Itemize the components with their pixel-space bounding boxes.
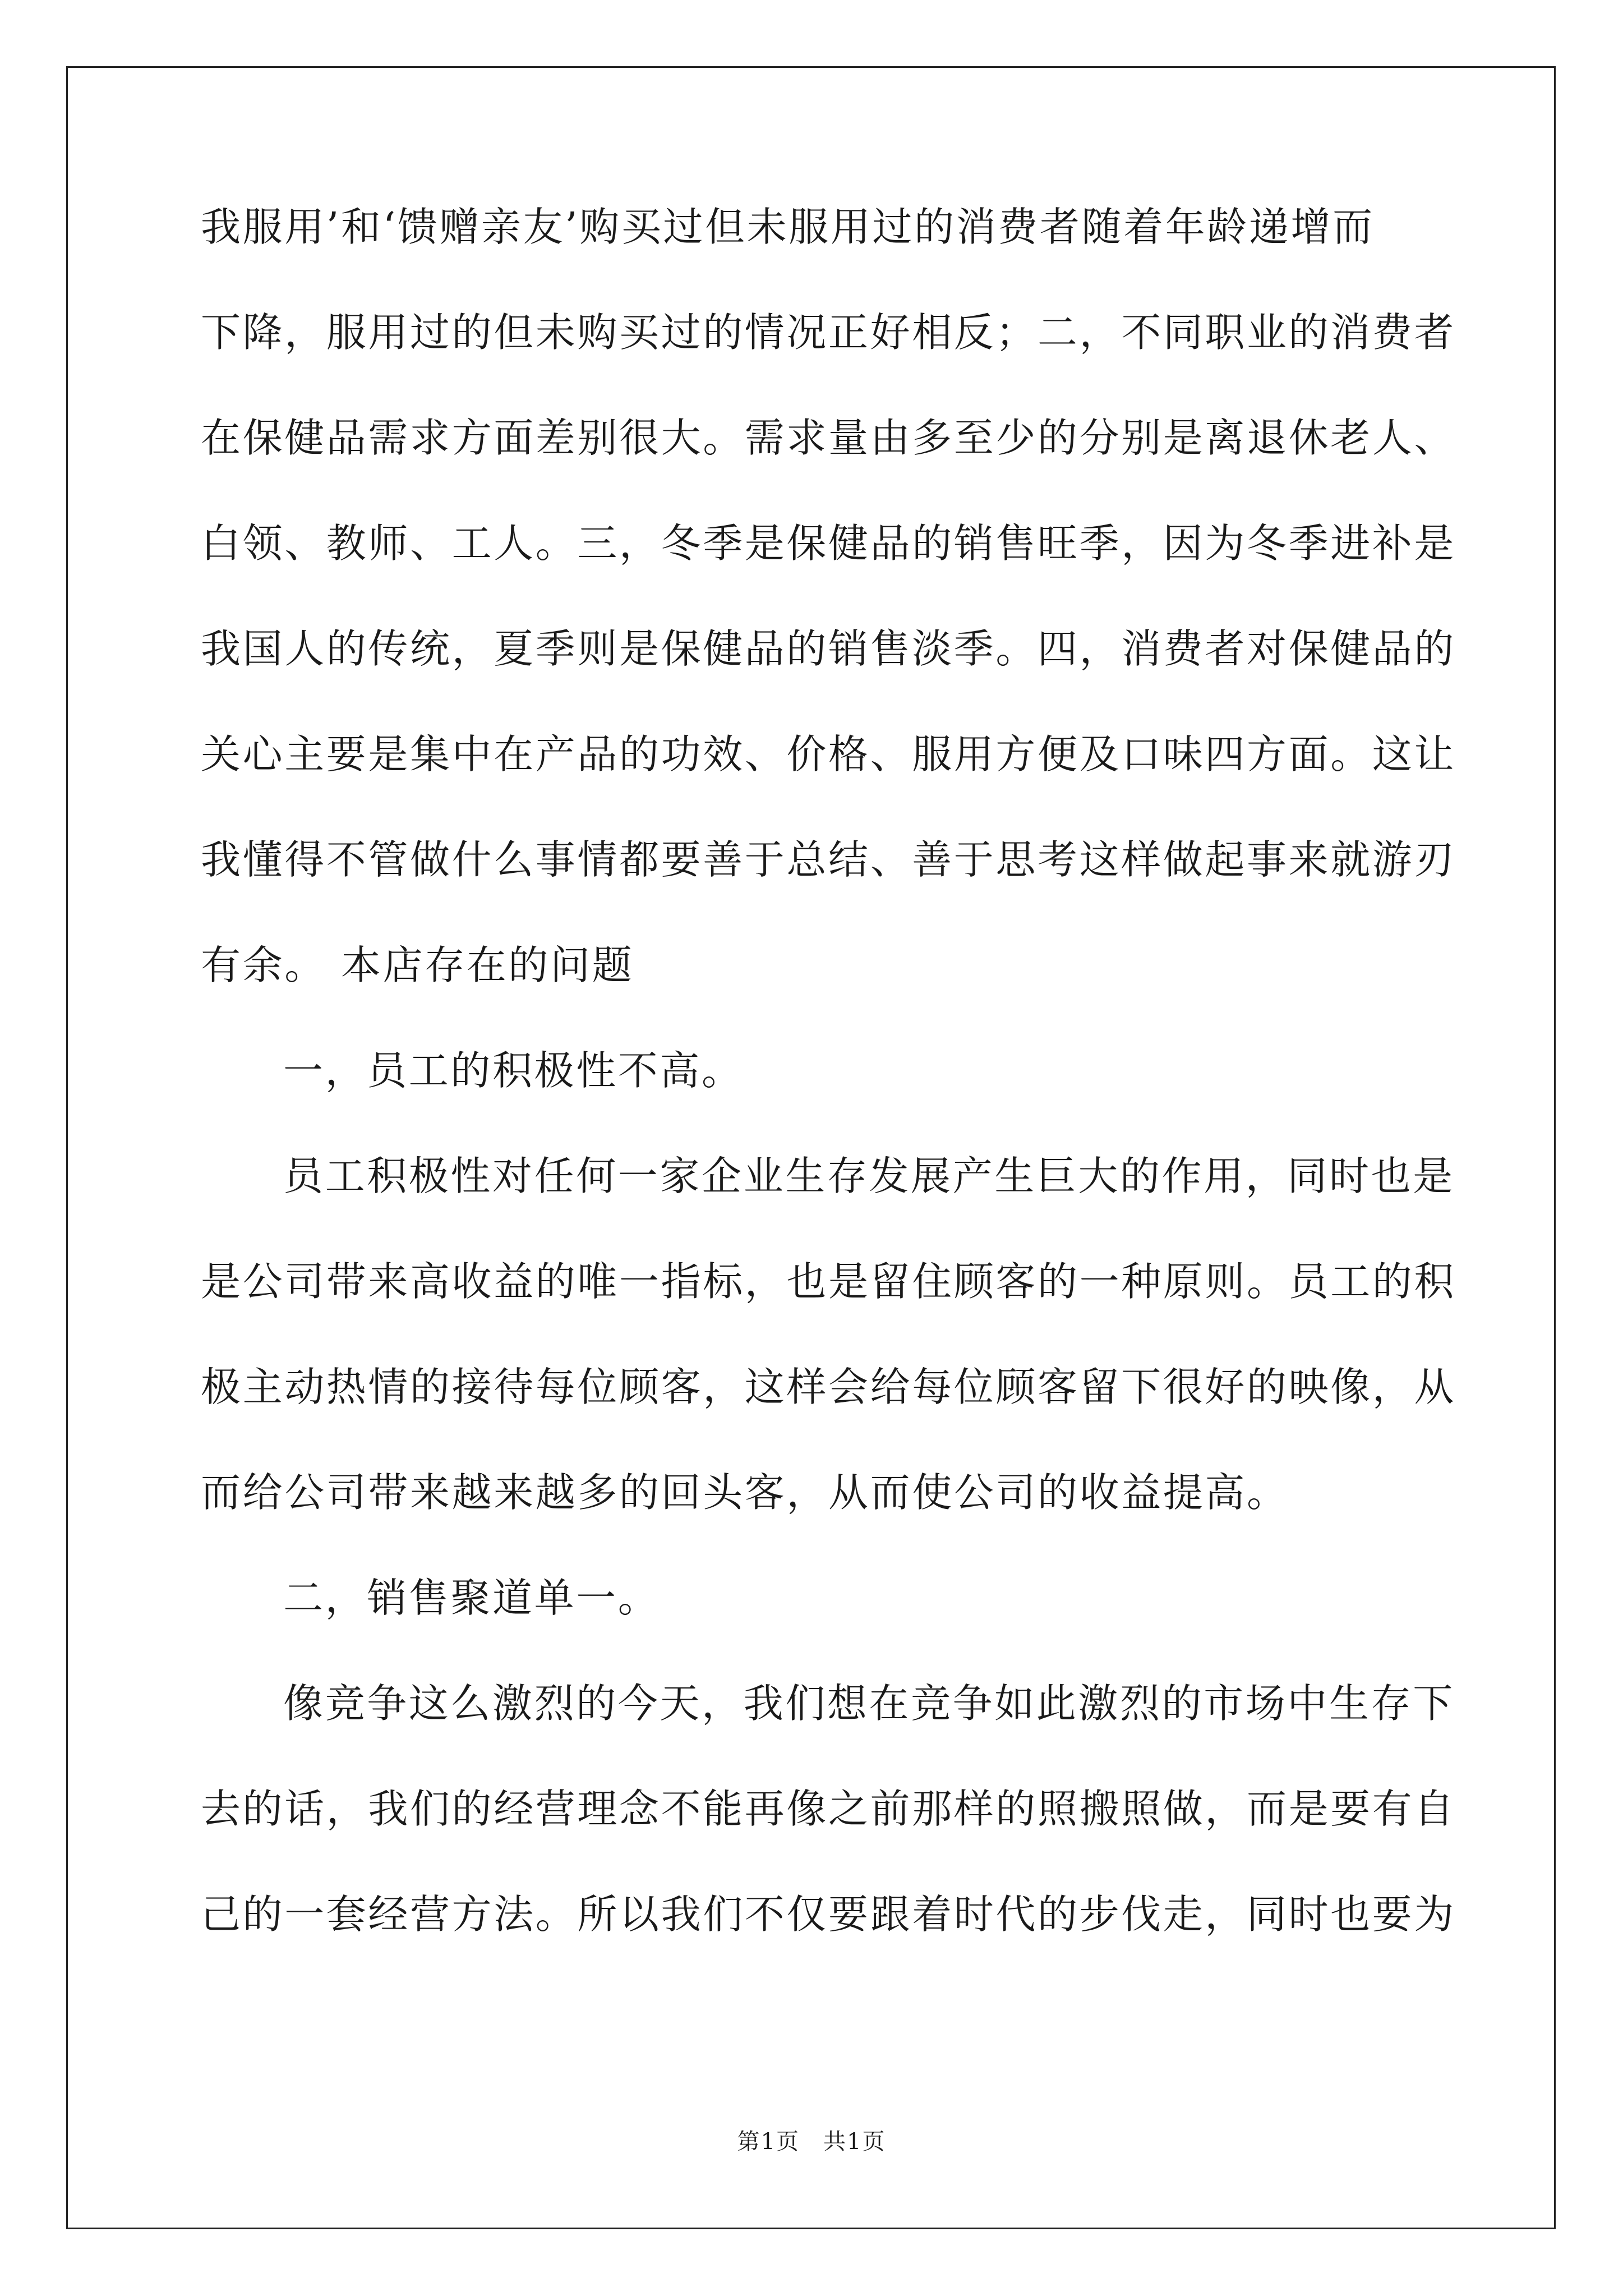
section-heading: 二，销售聚道单一。 [283, 1575, 660, 1621]
text-line: 极主动热情的接待每位顾客，这样会给每位顾客留下很好的映像，从 [201, 1364, 1456, 1410]
text-line: 在保健品需求方面差别很大。需求量由多至少的分别是离退休老人、 [201, 415, 1456, 461]
page-footer: 第1页 共1页 [737, 2129, 886, 2155]
text-line: 下降，服用过的但未购买过的情况正好相反；二，不同职业的消费者 [201, 309, 1456, 356]
text-line: 而给公司带来越来越多的回头客，从而使公司的收益提高。 [201, 1469, 1289, 1516]
text-line: 像竞争这么激烈的今天，我们想在竞争如此激烈的市场中生存下 [283, 1680, 1455, 1727]
text-line: 白领、教师、工人。三，冬季是保健品的销售旺季，因为冬季进补是 [201, 520, 1456, 567]
text-line: 去的话，我们的经营理念不能再像之前那样的照搬照做，而是要有自 [201, 1786, 1456, 1832]
text-line: 己的一套经营方法。所以我们不仅要跟着时代的步伐走，同时也要为 [201, 1891, 1456, 1938]
text-line: 员工积极性对任何一家企业生存发展产生巨大的作用，同时也是 [283, 1153, 1455, 1199]
text-line: 我服用’和‘馈赠亲友’购买过但未服用过的消费者随着年龄递增而 [201, 204, 1375, 250]
text-line: 有余。 本店存在的问题 [201, 942, 634, 988]
text-line: 我国人的传统，夏季则是保健品的销售淡季。四，消费者对保健品的 [201, 625, 1456, 672]
text-line: 关心主要是集中在产品的功效、价格、服用方便及口味四方面。这让 [201, 731, 1456, 777]
text-line: 我懂得不管做什么事情都要善于总结、善于思考这样做起事来就游刃 [201, 836, 1456, 883]
section-heading: 一，员工的积极性不高。 [283, 1047, 744, 1094]
text-line: 是公司带来高收益的唯一指标，也是留住顾客的一种原则。员工的积 [201, 1258, 1456, 1305]
